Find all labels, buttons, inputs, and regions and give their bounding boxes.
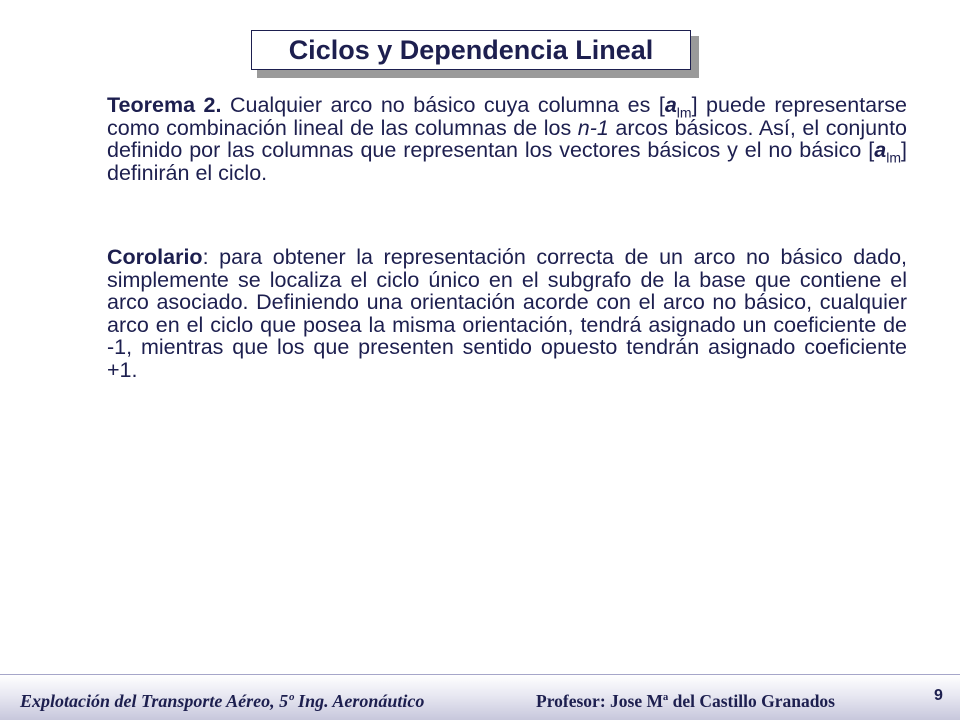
theorem-paragraph xyxy=(107,94,907,184)
vector-symbol-2: a xyxy=(874,138,887,162)
page-title: Ciclos y Dependencia Lineal xyxy=(288,34,654,65)
vector-subscript: lm xyxy=(676,104,692,121)
corollary-label: Corolario xyxy=(107,245,203,269)
theorem-text-3: arcos básicos. Así, el conjunto definido por las columnas que representan los vectores básicos y el no básico [ xyxy=(107,115,907,162)
theorem-text-2: ] puede representarse como combinación lineal de las columnas de los xyxy=(107,93,907,140)
theorem-label: Teorema 2. xyxy=(107,93,222,117)
vector-subscript-2: lm xyxy=(886,149,902,166)
page-number: 9 xyxy=(934,687,943,704)
footer-course: Explotación del Transporte Aéreo, 5º Ing. Aeronáutico xyxy=(20,691,425,711)
footer-professor: Profesor: Jose Mª del Castillo Granados xyxy=(536,691,835,711)
theorem-text-4: ] definirán el ciclo. xyxy=(107,138,907,185)
vector-symbol: a xyxy=(664,93,677,117)
theorem-text-1: Cualquier arco no básico cuya columna es [ xyxy=(221,93,665,117)
n-minus-1: n-1 xyxy=(577,115,609,140)
footer-bar xyxy=(0,675,960,720)
title-box xyxy=(251,30,691,70)
corollary-text: : para obtener la representación correcta de un arco no básico dado, simplemente se localiza el ciclo único en el subgrafo de la base que contiene el arco asociado. Definiendo una orientación acorde con el arco no básico, cualquier arco en el ciclo que posea la misma orientación, tendrá asignado un coeficiente de -1, mientras que los que presenten sentido opuesto tendrán asignado coeficiente +1. xyxy=(107,245,907,382)
corollary-paragraph xyxy=(107,246,907,381)
